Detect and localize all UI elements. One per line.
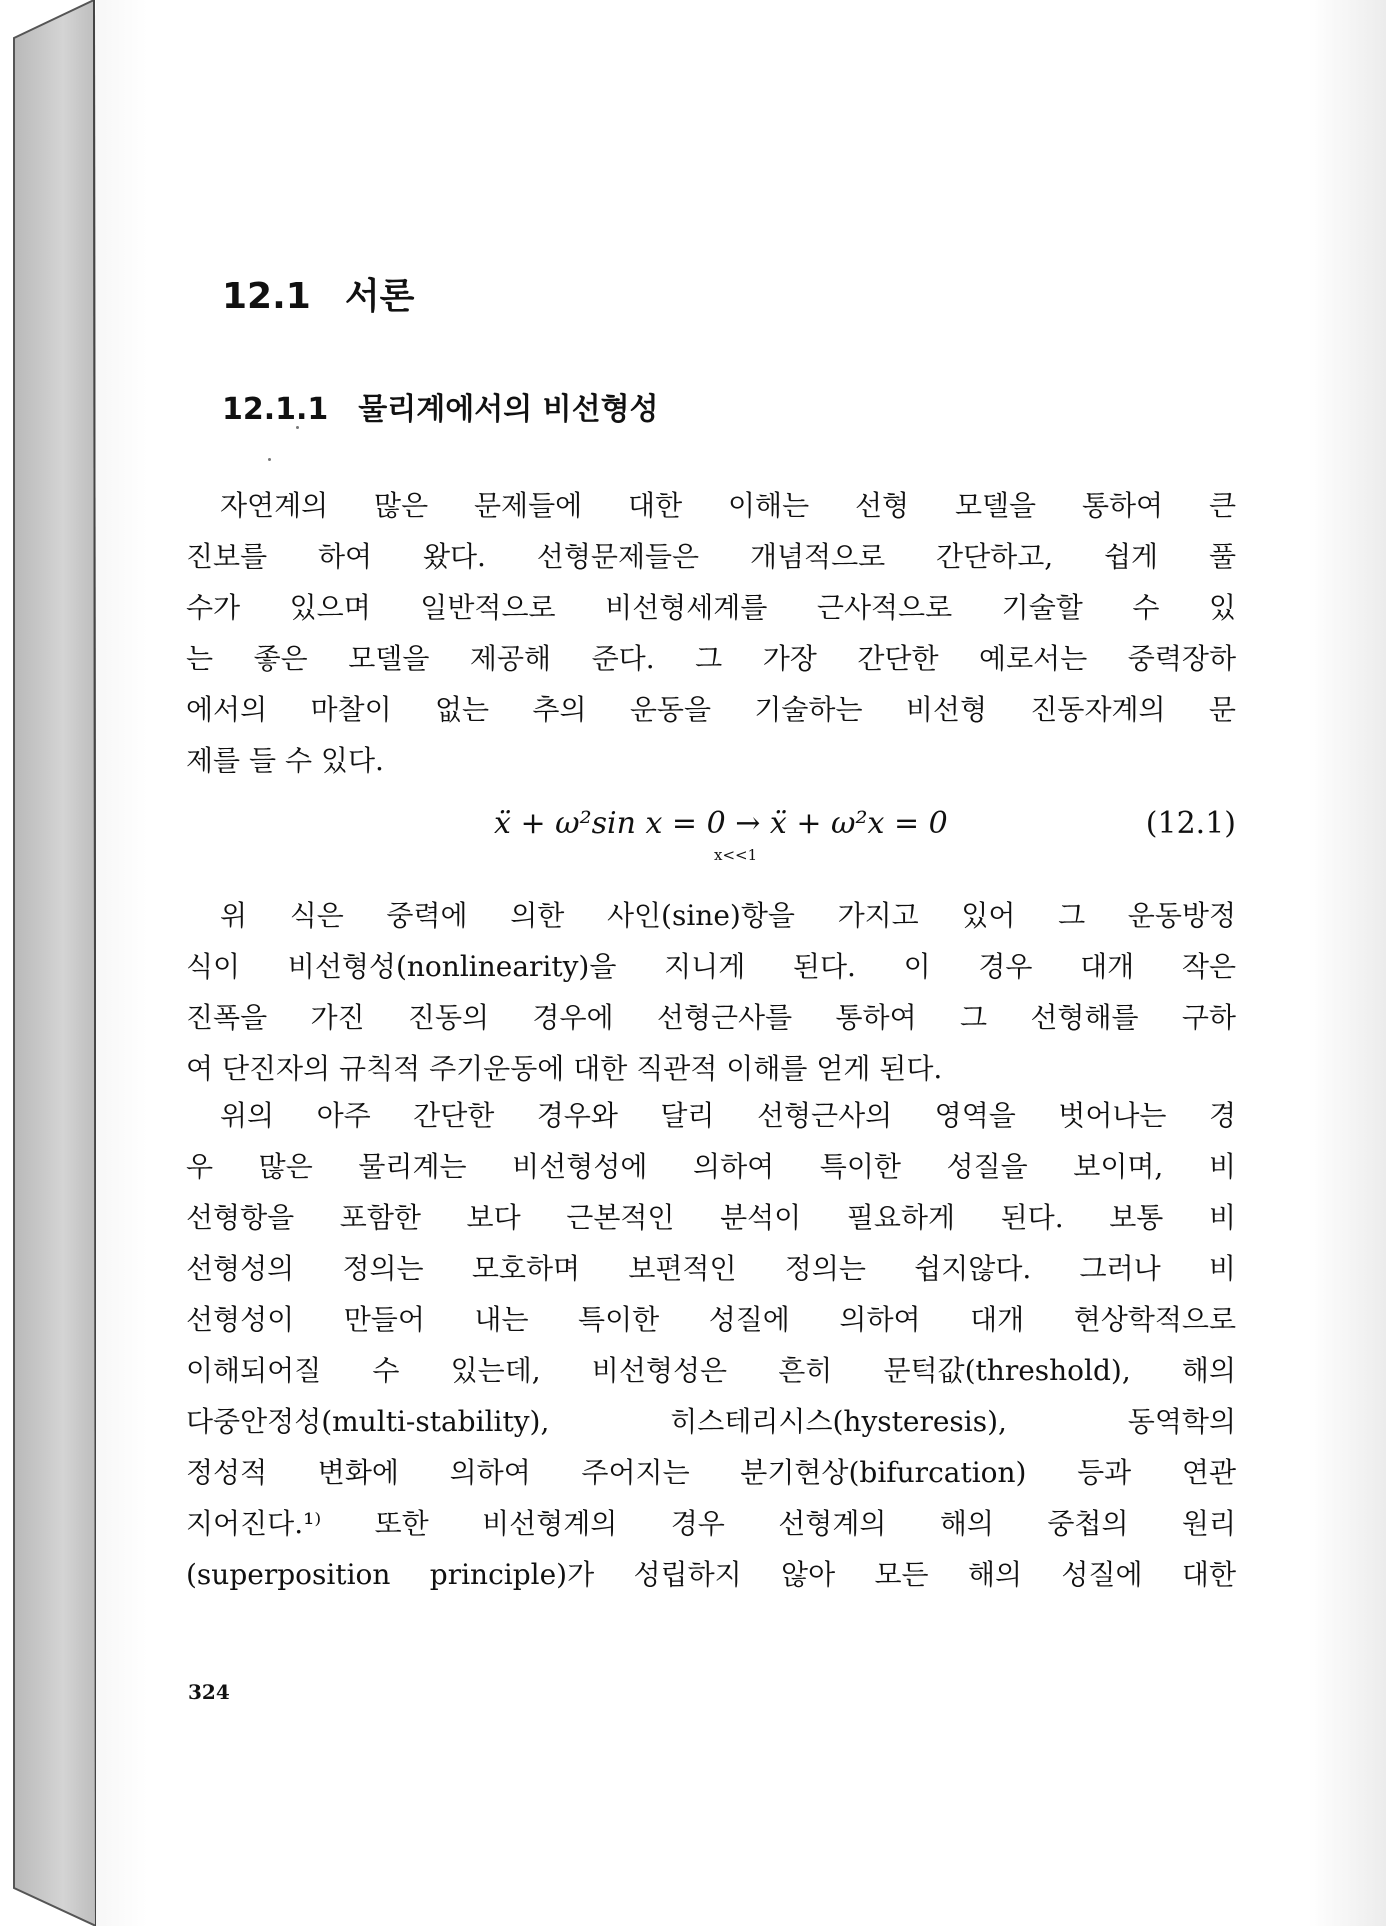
section-number: 12.1 [222,276,311,317]
text-line: 위 식은 중력에 의한 사인(sine)항을 가지고 있어 그 운동방정 [220,899,1236,932]
page-number: 324 [188,1680,230,1704]
paragraph-1 [186,480,1236,786]
text-line: (superposition principle)가 성립하지 않아 모든 해의 성질에 대한 [186,1558,1236,1591]
text-line: 지어진다.¹⁾ 또한 비선형계의 경우 선형계의 해의 중첩의 원리 [186,1507,1236,1540]
text-line: 선형성이 만들어 내는 특이한 성질에 의하여 대개 현상학적으로 [186,1303,1236,1336]
text-line: 정성적 변화에 의하여 주어지는 분기현상(bifurcation) 등과 연관 [186,1456,1236,1489]
equation-number: (12.1) [1145,806,1236,841]
text-line: 진보를 하여 왔다. 선형문제들은 개념적으로 간단하고, 쉽게 풀 [186,540,1236,573]
paragraph-2 [186,890,1236,1094]
text-line: 제를 들 수 있다. [186,744,384,777]
equation-expression: ẍ + ω²sin x = 0 → ẍ + ω²x = 0 [494,806,948,841]
speck [268,458,271,461]
text-line: 위의 아주 간단한 경우와 달리 선형근사의 영역을 벗어나는 경 [220,1099,1236,1132]
text-line: 다중안정성(multi-stability), 히스테리시스(hysteresis), 동역학의 [186,1405,1236,1438]
text-line: 진폭을 가진 진동의 경우에 선형근사를 통하여 그 선형해를 구하 [186,1001,1236,1034]
book-spine [0,0,96,1926]
text-line: 수가 있으며 일반적으로 비선형세계를 근사적으로 기술할 수 있 [186,591,1236,624]
section-heading [222,268,414,319]
text-line: 여 단진자의 규칙적 주기운동에 대한 직관적 이해를 얻게 된다. [186,1052,943,1085]
text-line: 식이 비선형성(nonlinearity)을 지니게 된다. 이 경우 대개 작은 [186,950,1236,983]
section-title: 서론 [344,276,415,317]
text-line: 선형항을 포함한 보다 근본적인 분석이 필요하게 된다. 보통 비 [186,1201,1236,1234]
subsection-number: 12.1.1 [222,392,329,427]
text-line: 에서의 마찰이 없는 추의 운동을 기술하는 비선형 진동자계의 문 [186,693,1236,726]
text-line: 선형성의 정의는 모호하며 보편적인 정의는 쉽지않다. 그러나 비 [186,1252,1236,1285]
text-line: 우 많은 물리계는 비선형성에 의하여 특이한 성질을 보이며, 비 [186,1150,1236,1183]
subsection-title: 물리계에서의 비선형성 [358,392,659,427]
text-line: 는 좋은 모델을 제공해 준다. 그 가장 간단한 예로서는 중력장하 [186,642,1236,675]
equation-12-1 [400,806,1236,886]
equation-condition: x<<1 [714,846,758,864]
paragraph-3 [186,1090,1236,1600]
text-line: 자연계의 많은 문제들에 대한 이해는 선형 모델을 통하여 큰 [220,489,1236,522]
text-line: 이해되어질 수 있는데, 비선형성은 흔히 문턱값(threshold), 해의 [186,1354,1236,1387]
subsection-heading [222,384,659,428]
